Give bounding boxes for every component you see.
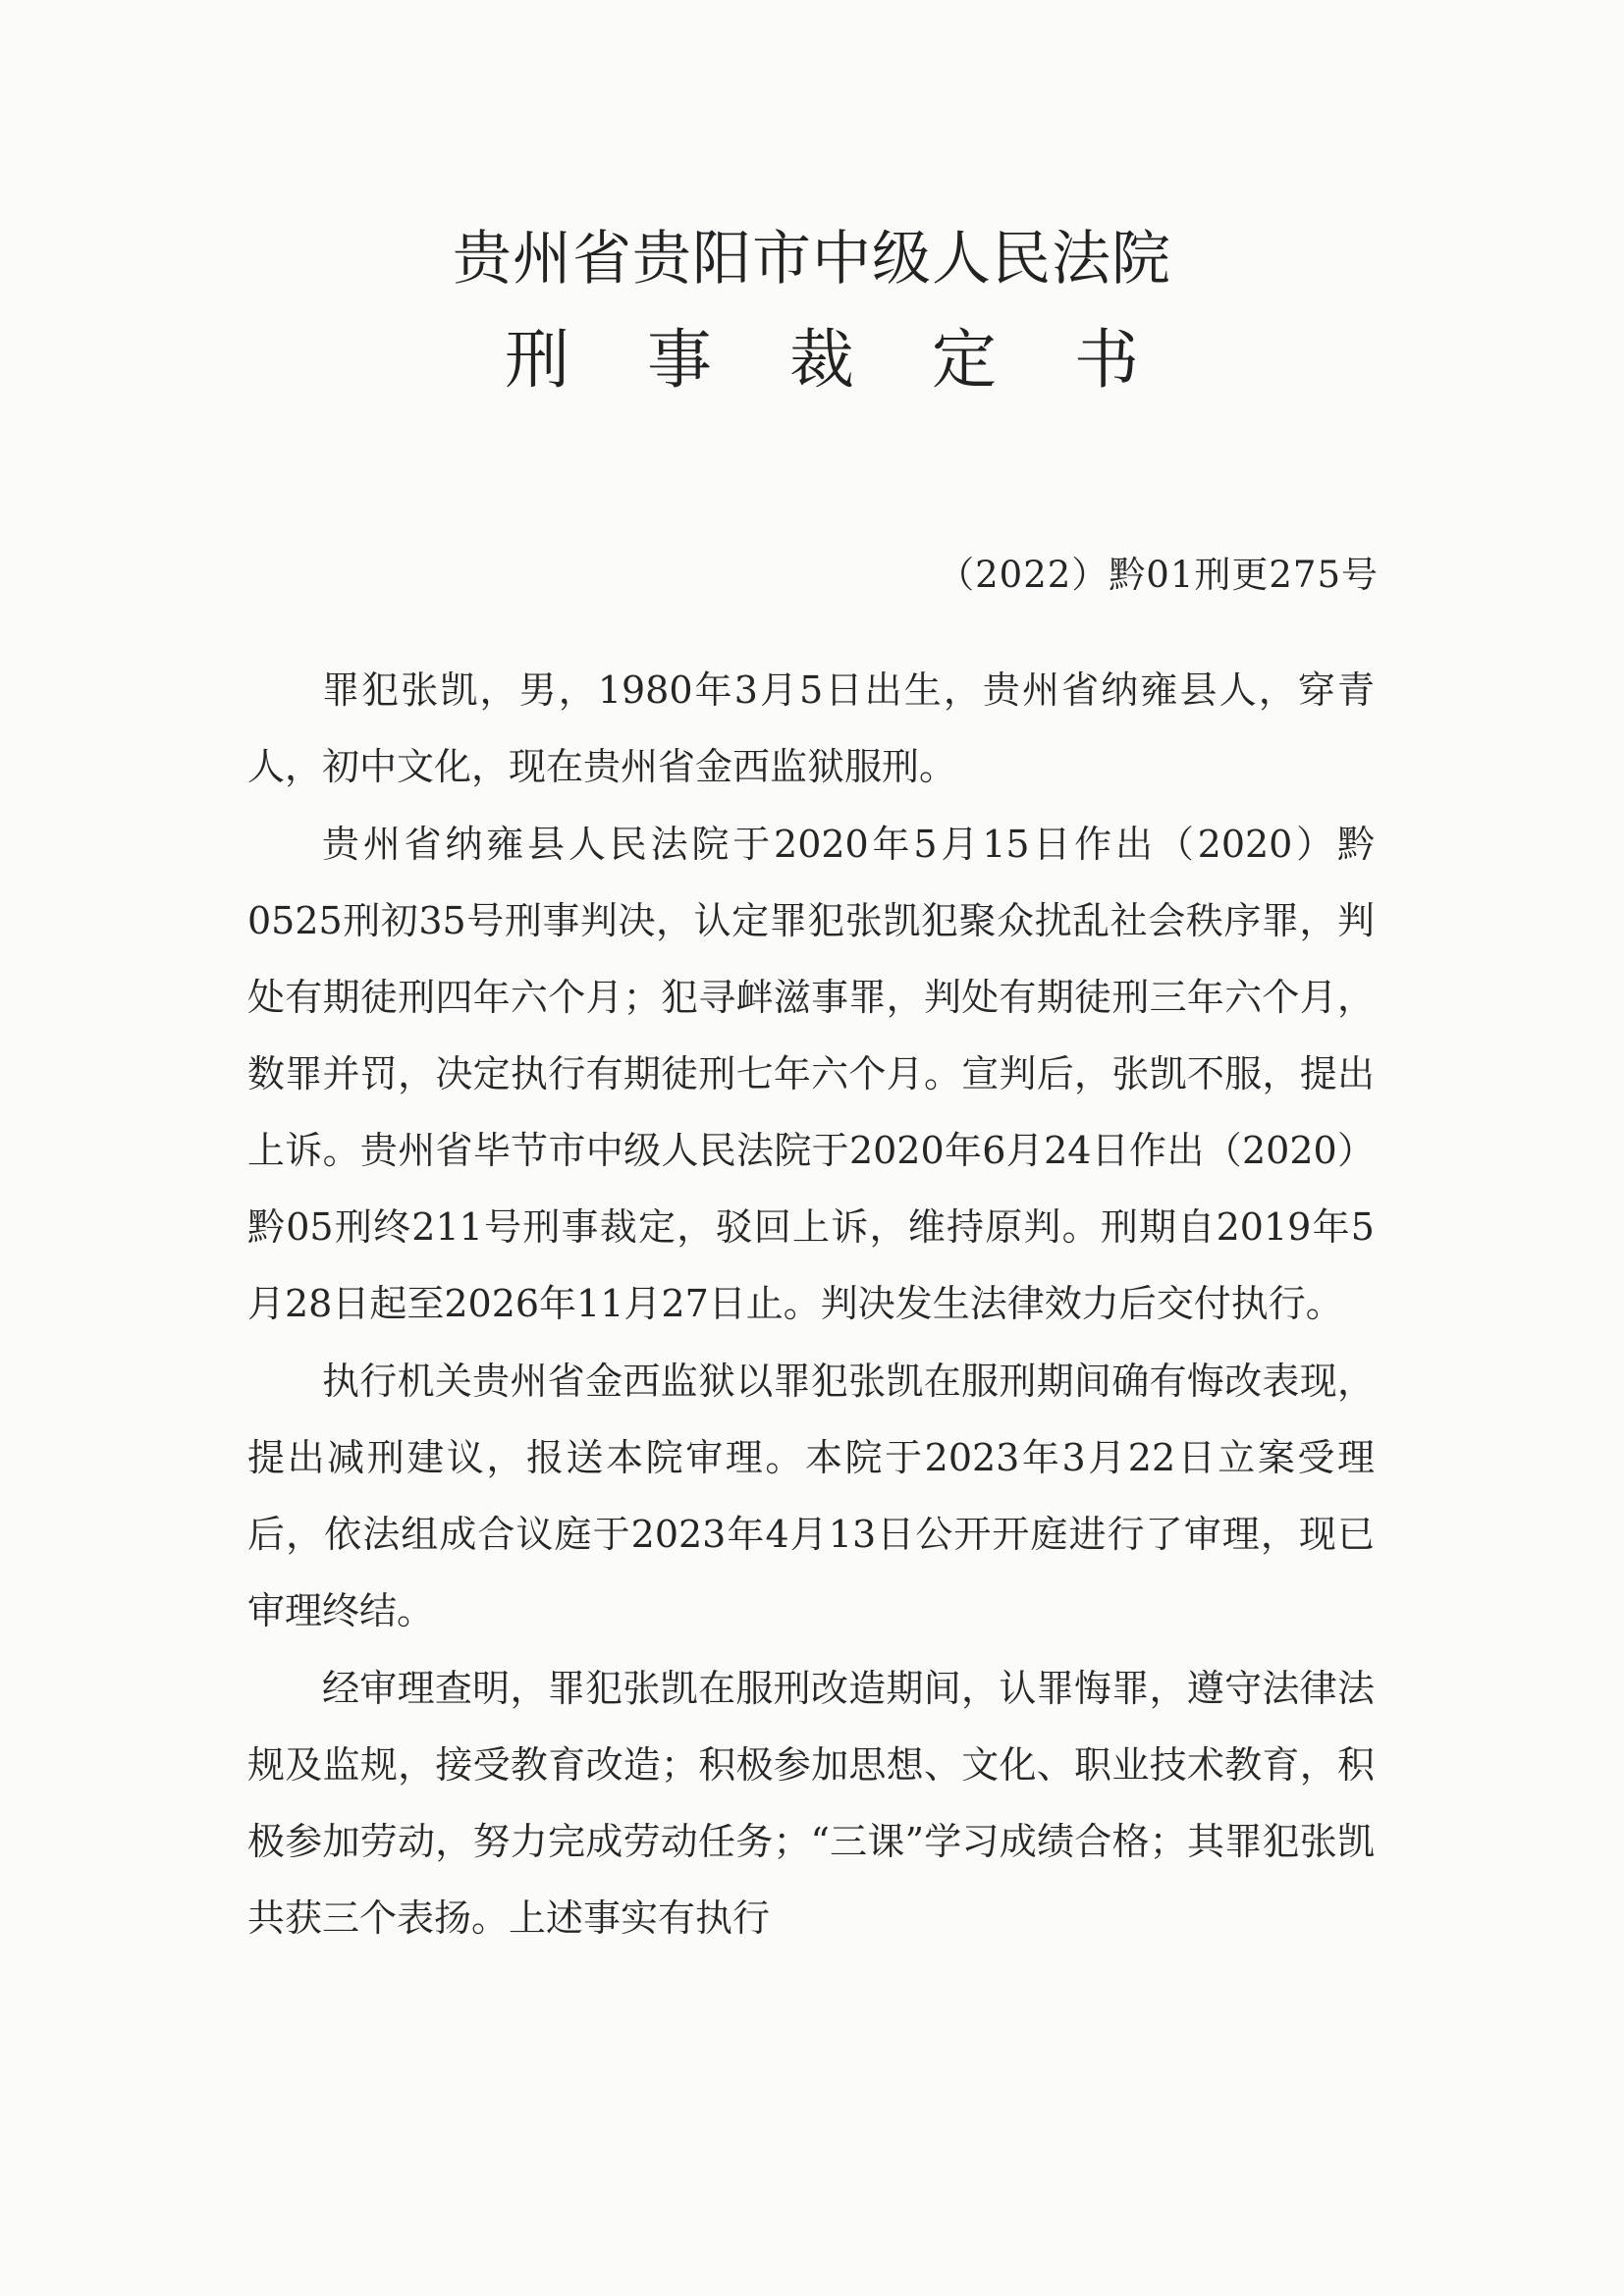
paragraph-defendant-info: 罪犯张凯，男，1980年3月5日出生，贵州省纳雍县人，穿青人，初中文化，现在贵州省金西监狱服刑。	[247, 668, 1375, 788]
document-type-title	[505, 316, 1139, 404]
court-name: 贵州省贵阳市中级人民法院	[453, 225, 1171, 294]
paragraph-findings: 经审理查明，罪犯张凯在服刑改造期间，认罪悔罪，遵守法律法规及监规，接受教育改造；积极参加思想、文化、职业技术教育，积极参加劳动，努力完成劳动任务；“三课”学习成绩合格；其罪犯张凯共获三个表扬。上述事实有执行	[247, 1667, 1375, 1940]
document-type-char: 刑	[505, 322, 569, 398]
paragraph-commutation-proposal: 执行机关贵州省金西监狱以罪犯张凯在服刑期间确有悔改表现，提出减刑建议，报送本院审理。本院于2023年3月22日立案受理后，依法组成合议庭于2023年4月13日公开开庭进行了审理，现已审理终结。	[247, 1360, 1375, 1632]
document-type-char: 定	[932, 322, 997, 398]
document-type-char: 书	[1074, 322, 1139, 398]
paragraph-original-judgment: 贵州省纳雍县人民法院于2020年5月15日作出（2020）黔0525刑初35号刑事判决，认定罪犯张凯犯聚众扰乱社会秩序罪，判处有期徒刑四年六个月；犯寻衅滋事罪，判处有期徒刑三年六个月，数罪并罚，决定执行有期徒刑七年六个月。宣判后，张凯不服，提出上诉。贵州省毕节市中级人民法院于2020年6月24日作出（2020）黔05刑终211号刑事裁定，驳回上诉，维持原判。刑期自2019年5月28日起至2026年11月27日止。判决发生法律效力后交付执行。	[247, 823, 1375, 1325]
document-body	[247, 652, 1375, 1956]
document-type-char: 事	[647, 322, 712, 398]
case-number: （2022）黔01刑更275号	[938, 554, 1379, 596]
document-type-char: 裁	[789, 322, 854, 398]
